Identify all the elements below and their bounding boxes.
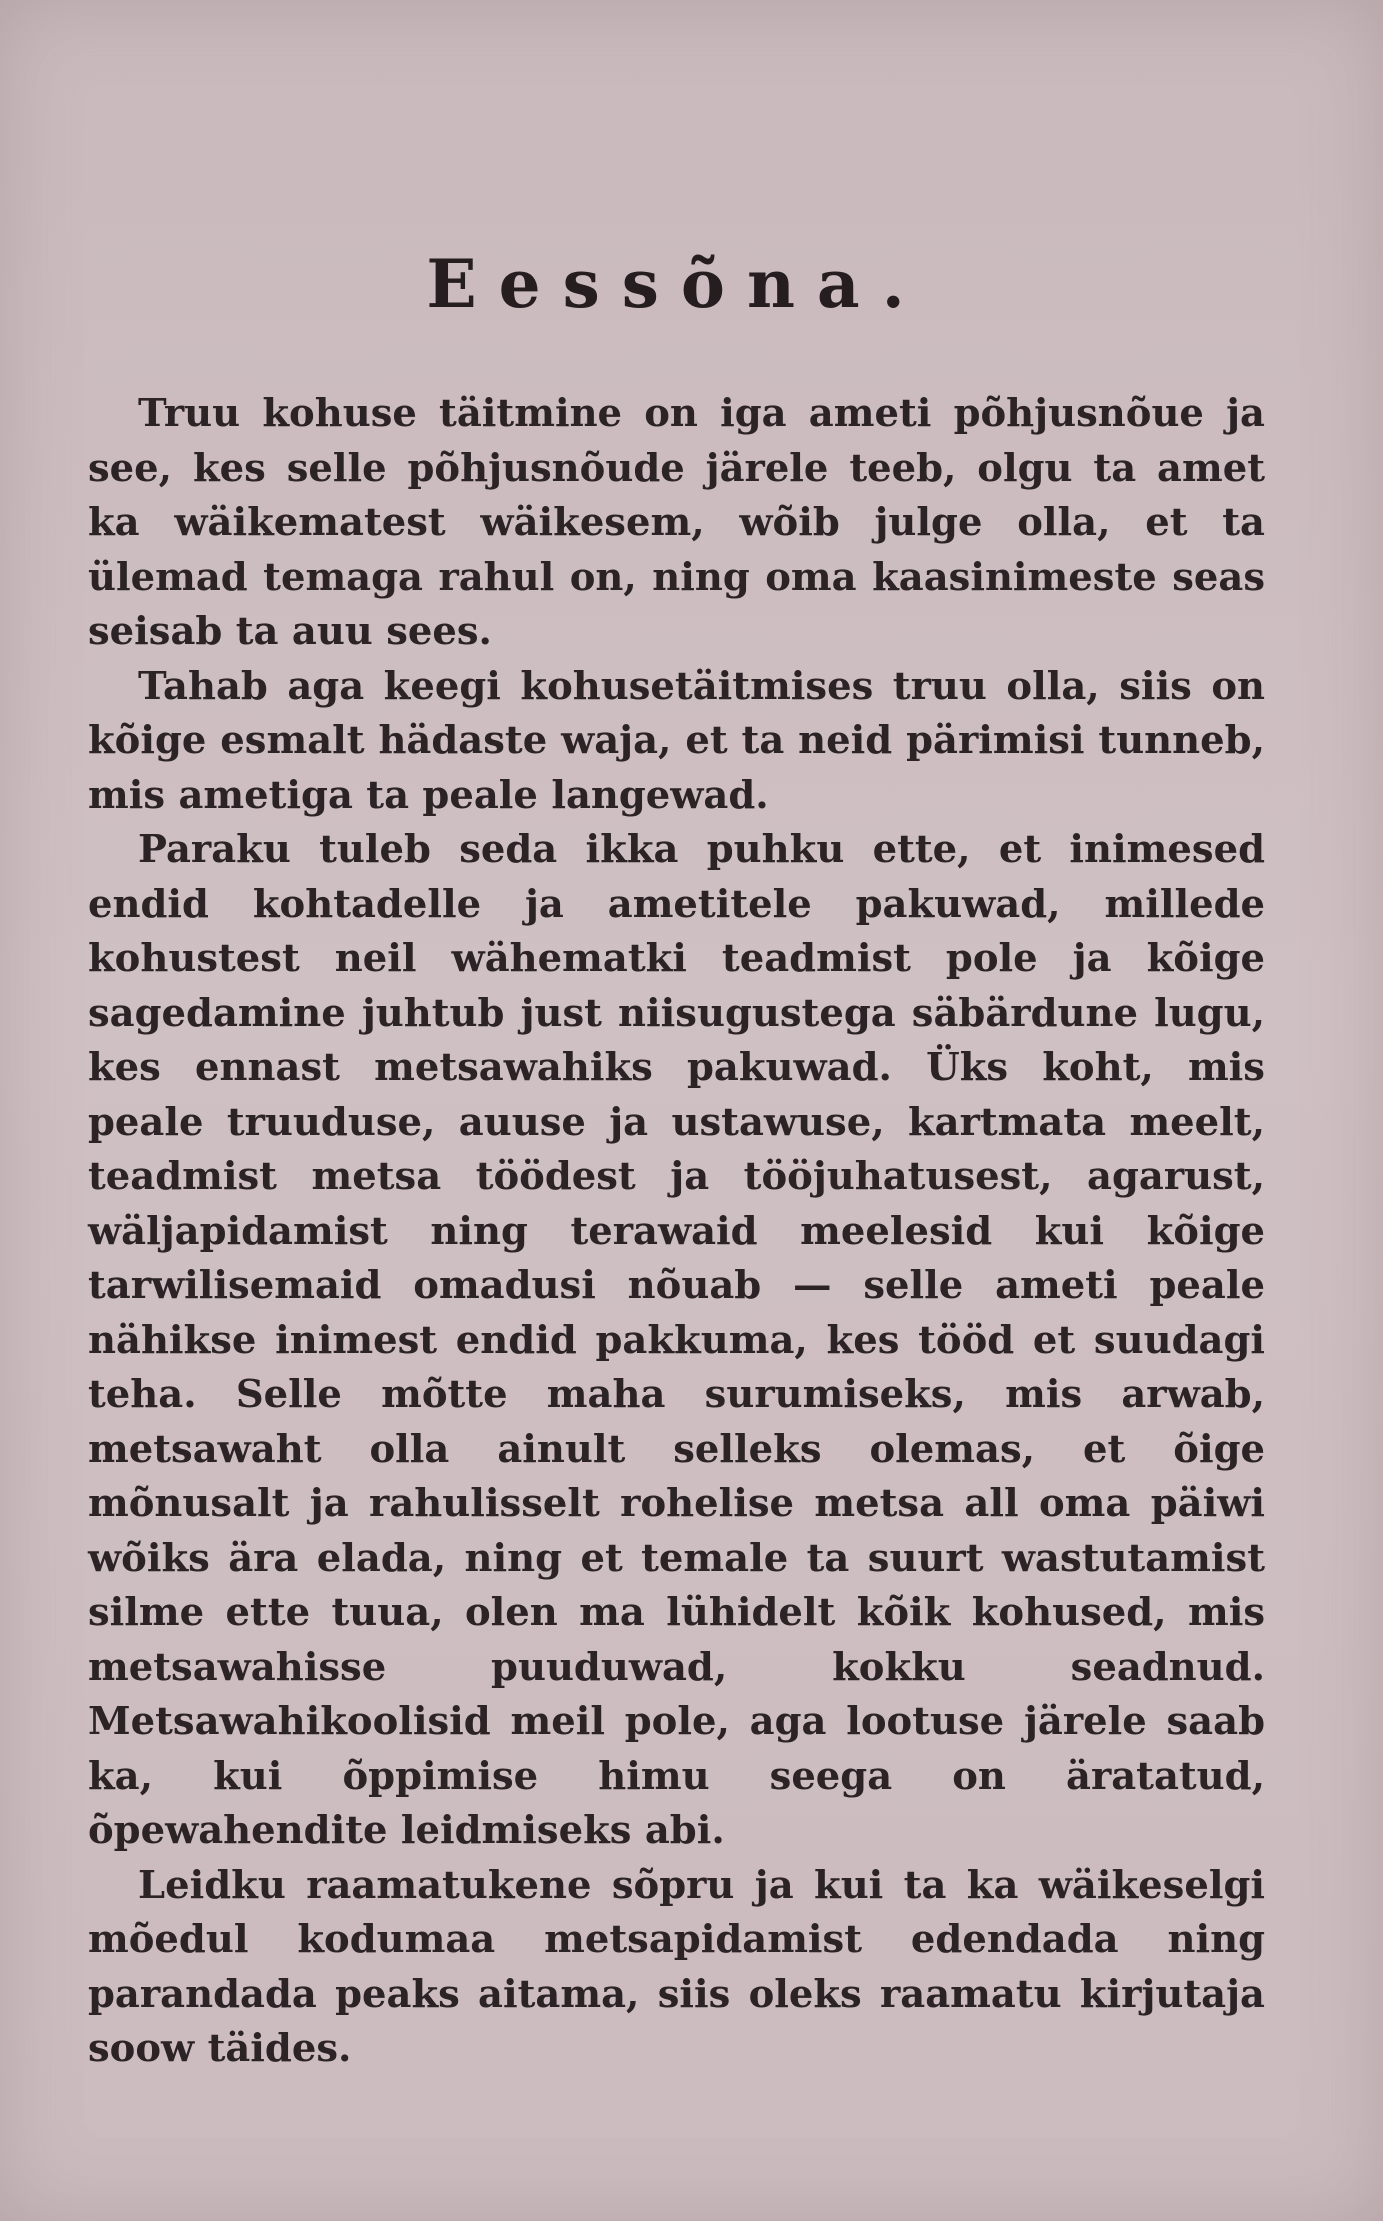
paragraph-4: Leidku raamatukene sõpru ja kui ta ka wäikeselgi mõedul kodumaa metsapidamist edendada ning parandada peaks aitama, siis oleks raamatu kirjutaja soow täides. — [88, 1862, 1265, 2071]
paragraph-3: Paraku tuleb seda ikka puhku ette, et inimesed endid kohtadelle ja ametitele pakuwad, millede kohustest neil wähematki teadmist pole ja kõige sagedamine juhtub just niisugustega säbärdune lugu, kes ennast metsawahiks pakuwad. Üks koht, mis peale truuduse, auuse ja ustawuse, kartmata meelt, teadmist metsa töödest ja tööjuhatusest, agarust, wäljapidamist ning terawaid meelesid kui kõige tarwilisemaid omadusi nõuab — selle ameti peale nähikse inimest endid pakkuma, kes tööd et suudagi teha. Selle mõtte maha surumiseks, mis arwab, metsawaht olla ainult selleks olemas, et õige mõnusalt ja rahulisselt rohelise metsa all oma päiwi wõiks ära elada, ning et temale ta suurt wastutamist silme ette tuua, olen ma lühidelt kõik kohused, mis metsawahisse puuduwad, kokku seadnud. Metsawahikoolisid meil pole, aga lootuse järele saab ka, kui õppimise himu seega on äratatud, õpewahendite leidmiseks abi. — [88, 827, 1265, 1853]
page-title: Eessõna. — [426, 245, 927, 323]
paragraph-1: Truu kohuse täitmine on iga ameti põhjusnõue ja see, kes selle põhjusnõude järele teeb, olgu ta amet ka wäikematest wäikesem, wõib julge olla, et ta ülemad temaga rahul on, ning oma kaasinimeste seas seisab ta auu sees. — [88, 391, 1265, 654]
preface-body — [88, 387, 1265, 2077]
paragraph-2: Tahab aga keegi kohusetäitmises truu olla, siis on kõige esmalt hädaste waja, et ta neid pärimisi tunneb, mis ametiga ta peale langewad. — [88, 663, 1265, 818]
